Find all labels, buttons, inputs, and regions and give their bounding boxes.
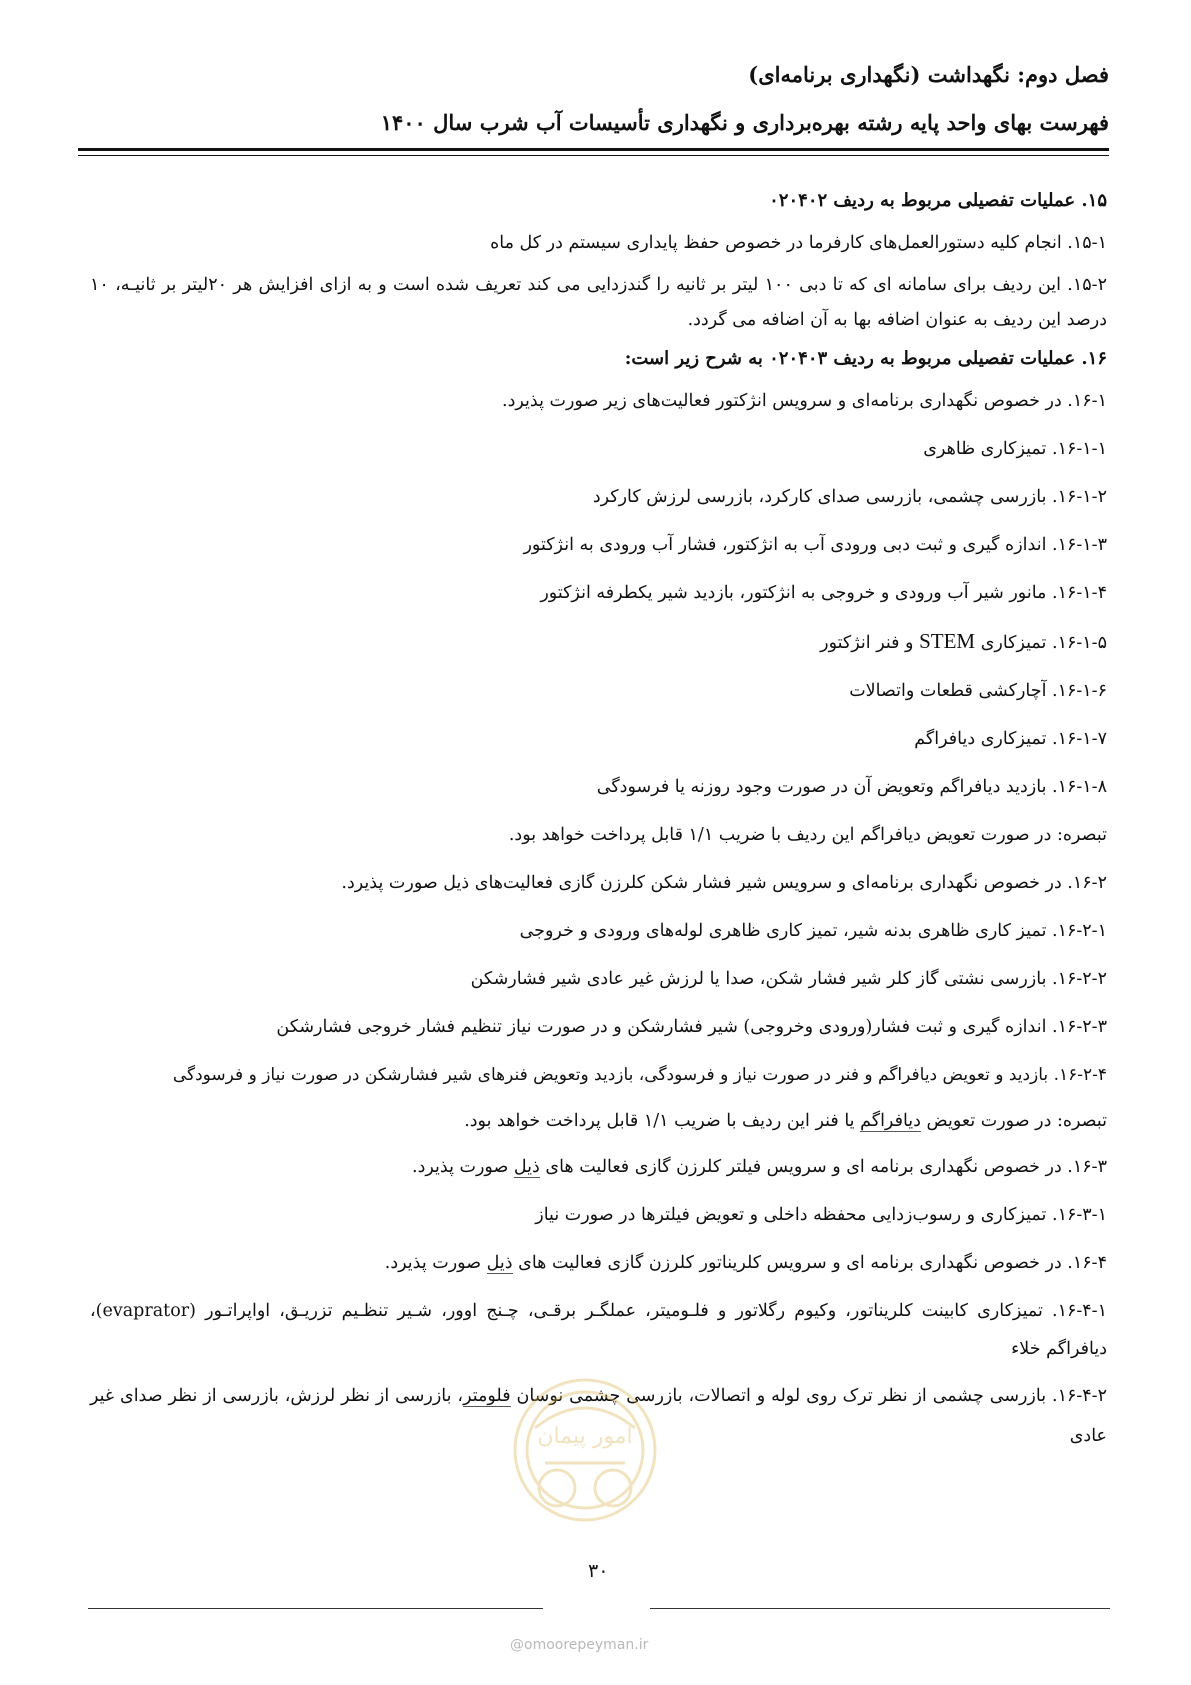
item-16-1-6: ۱۶-۱-۶. آچارکشی قطعات واتصالات (849, 681, 1107, 701)
item-16-3-underlined: ذیل (513, 1157, 540, 1177)
item-16-2-3: ۱۶-۲-۳. اندازه گیری و ثبت فشار(ورودی وخروجی) شیر فشارشکن و در صورت نیاز تنظیم فشار خروجی فشارشکن (276, 1017, 1107, 1037)
item-15-2: ۱۵-۲. این ردیف برای سامانه ای که تا دبی ۱۰۰ لیتر بر ثانیه را گندزدایی می کند تعریف شده است و به ازای افزایش هر ۲۰لیتر بر ثانیـه، ۱۰ درصد این ردیف به عنوان اضافه بها به آن اضافه می گردد. (90, 275, 1107, 330)
item-16-4-underlined: ذیل (486, 1253, 513, 1273)
item-16-1-4: ۱۶-۱-۴. مانور شیر آب ورودی و خروجی به انژکتور، بازدید شیر یکطرفه انژکتور (540, 583, 1107, 603)
item-16-2-4: ۱۶-۲-۴. بازدید و تعویض دیافراگم و فنر در صورت نیاز و فرسودگی، بازدید وتعویض فنرهای شیر فشارشکن در صورت نیاز و فرسودگی (172, 1065, 1107, 1085)
item-16-4-2-underlined: فلومتر (463, 1386, 511, 1406)
item-16-3-part-b: صورت پذیرد. (412, 1157, 509, 1177)
item-16-4-part-a: ۱۶-۴. در خصوص نگهداری برنامه ای و سرویس کلریناتور کلرزن گازی فعالیت های (518, 1253, 1107, 1273)
gear-seal-icon (505, 1368, 665, 1548)
item-16-1-5-latin: STEM (919, 629, 976, 653)
item-16-4-2-part-b: ، بازرسی از نظر لرزش، بازرسی از نظر صدای غیر عادی (90, 1386, 1107, 1446)
item-15-1: ۱۵-۱. انجام کلیه دستورالعمل‌های کارفرما در خصوص حفظ پایداری سیستم در کل ماه (490, 233, 1107, 253)
item-16-1-1: ۱۶-۱-۱. تمیزکاری ظاهری (923, 439, 1107, 459)
item-16-4-part-b: صورت پذیرد. (384, 1253, 482, 1273)
section-15-heading: ۱۵. عملیات تفصیلی مربوط به ردیف ۰۲۰۴۰۲ (769, 190, 1107, 211)
note-1: تبصره: در صورت تعویض دیافراگم این ردیف با ضریب ۱/۱ قابل پرداخت خواهد بود. (508, 825, 1107, 845)
item-16-1-5-suffix: و فنر انژکتور (820, 633, 914, 653)
item-16-3-1: ۱۶-۳-۱. تمیزکاری و رسوب‌زدایی محفظه داخلی و تعویض فیلترها در صورت نیاز (535, 1205, 1107, 1225)
document-body (90, 186, 1107, 1456)
item-16-1: ۱۶-۱. در خصوص نگهداری برنامه‌ای و سرویس انژکتور فعالیت‌های زیر صورت پذیرد. (502, 391, 1107, 411)
item-16-3-part-a: ۱۶-۳. در خصوص نگهداری برنامه ای و سرویس فیلتر کلرزن گازی فعالیت های (545, 1157, 1107, 1177)
section-16-heading: ۱۶. عملیات تفصیلی مربوط به ردیف ۰۲۰۴۰۳ به شرح زیر است: (624, 348, 1107, 369)
item-16-1-3: ۱۶-۱-۳. اندازه گیری و ثبت دبی ورودی آب به انژکتور، فشار آب ورودی به انژکتور (523, 535, 1107, 555)
item-16-1-5 (90, 626, 1107, 658)
chapter-title: فصل دوم: نگهداشت (نگهداری برنامه‌ای) (748, 62, 1109, 87)
note-2 (90, 1106, 1107, 1136)
footer-rule-right (650, 1608, 1110, 1609)
footer-rule-left (88, 1608, 543, 1609)
item-16-2-1: ۱۶-۲-۱. تمیز کاری ظاهری بدنه شیر، تمیز کاری ظاهری لوله‌های ورودی و خروجی (519, 921, 1107, 941)
item-16-3 (90, 1152, 1107, 1182)
item-16-1-2: ۱۶-۱-۲. بازرسی چشمی، بازرسی صدای کارکرد، بازرسی لرزش کارکرد (592, 487, 1107, 507)
document-title: فهرست بهای واحد پایه رشته بهره‌برداری و نگهداری تأسیسات آب شرب سال ۱۴۰۰ (380, 110, 1109, 135)
header-rule-thin (78, 155, 1109, 156)
item-16-4 (90, 1248, 1107, 1278)
note-2-underlined: دیافراگم (860, 1111, 921, 1131)
note-2-part-a: تبصره: در صورت تعویض (926, 1111, 1107, 1131)
item-16-4-2-part-a: ۱۶-۴-۲. بازرسی چشمی از نظر ترک روی لوله و اتصالات، بازرسی چشمی نوسان (516, 1386, 1107, 1406)
page-number: ۳۰ (588, 1560, 609, 1582)
watermark-logo-text: امور پیمان (537, 1424, 633, 1449)
item-16-2-2: ۱۶-۲-۲. بازرسی نشتی گاز کلر شیر فشار شکن، صدا یا لرزش غیر عادی شیر فشارشکن (470, 969, 1107, 989)
header-rule-thick (78, 148, 1109, 151)
item-16-1-8: ۱۶-۱-۸. بازدید دیافراگم وتعویض آن در صورت وجود روزنه یا فرسودگی (596, 777, 1107, 797)
item-16-1-5-prefix: ۱۶-۱-۵. تمیزکاری (980, 633, 1107, 653)
watermark-url: @omoorepeyman.ir (510, 1637, 649, 1653)
note-2-part-b: یا فنر این ردیف با ضریب ۱/۱ قابل پرداخت خواهد بود. (464, 1111, 855, 1131)
item-16-4-1: ۱۶-۴-۱. تمیزکاری کابینت کلریناتور، وکیوم رگلاتور و فلـومیتر، عملگـر برقـی، چـنج اوور، شـیر تنظـیم تزریـق، اواپراتـور (evaprator)، دیافراگم خلاء (90, 1301, 1107, 1359)
item-16-1-7: ۱۶-۱-۷. تمیزکاری دیافراگم (914, 729, 1107, 749)
item-16-2: ۱۶-۲. در خصوص نگهداری برنامه‌ای و سرویس شیر فشار شکن کلرزن گازی فعالیت‌های ذیل صورت پذیرد. (341, 873, 1107, 893)
